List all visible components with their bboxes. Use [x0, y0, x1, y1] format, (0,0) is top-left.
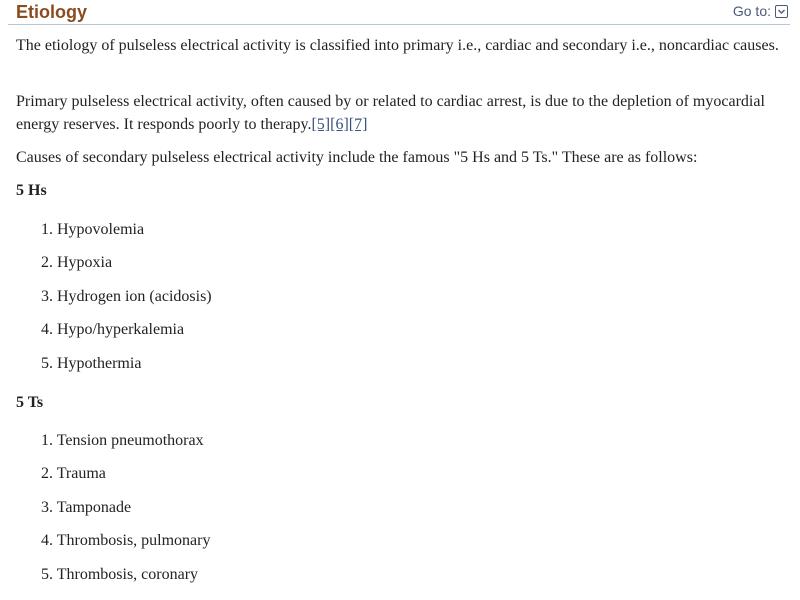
paragraph-secondary: Causes of secondary pulseless electrical activity include the famous "5 Hs and 5 Ts." These are as follows: — [16, 149, 698, 166]
list-item-number: 3. — [41, 499, 53, 516]
paragraph-primary — [16, 90, 786, 136]
reference-link-7[interactable]: [7] — [348, 116, 368, 133]
list-item-number: 2. — [41, 465, 53, 482]
section-title: Etiology — [16, 2, 87, 22]
chevron-down-icon[interactable] — [775, 5, 788, 18]
list-item-text: Tamponade — [56, 499, 132, 516]
list-item-number: 2. — [41, 254, 53, 271]
list-item — [41, 287, 212, 307]
list-item-number: 1. — [41, 221, 53, 238]
ts-heading: 5 Ts — [16, 394, 44, 411]
list-item-text: Hypovolemia — [57, 221, 145, 238]
goto-label: Go to: — [732, 3, 771, 19]
list-item-text: Hypothermia — [57, 355, 142, 372]
list-item-text: Hydrogen ion (acidosis) — [57, 288, 212, 305]
list-item — [41, 320, 184, 340]
list-item — [41, 220, 144, 240]
list-item-text: Thrombosis, pulmonary — [56, 532, 211, 549]
list-item-number: 4. — [41, 321, 53, 338]
hs-heading: 5 Hs — [16, 182, 47, 199]
list-item — [41, 565, 198, 585]
list-item-text: Trauma — [56, 465, 106, 482]
list-item-number: 4. — [41, 532, 53, 549]
list-item — [41, 464, 106, 484]
list-item-number: 5. — [41, 355, 53, 372]
list-item-text: Hypoxia — [57, 254, 113, 271]
list-item-number: 3. — [41, 288, 53, 305]
list-item — [41, 253, 112, 273]
goto-menu-button[interactable] — [733, 3, 788, 19]
list-item-text: Tension pneumothorax — [56, 432, 204, 449]
list-item-text: Hypo/hyperkalemia — [57, 321, 185, 338]
reference-link-5[interactable]: [5] — [311, 116, 331, 133]
paragraph-intro: The etiology of pulseless electrical activity is classified into primary i.e., cardiac and secondary i.e., noncardiac causes. — [16, 37, 779, 54]
reference-link-6[interactable]: [6] — [330, 116, 349, 133]
list-item-text: Thrombosis, coronary — [56, 566, 199, 583]
list-item-number: 1. — [41, 432, 53, 449]
section-header — [8, 0, 790, 25]
list-item — [41, 354, 141, 374]
list-item-number: 5. — [41, 566, 53, 583]
list-item — [41, 531, 210, 551]
paragraph-primary-text: Primary pulseless electrical activity, often caused by or related to cardiac arrest, is due to the depletion of myocardial energy reserves. It responds poorly to therapy. — [16, 93, 765, 133]
list-item — [41, 498, 131, 518]
list-item — [41, 431, 204, 451]
